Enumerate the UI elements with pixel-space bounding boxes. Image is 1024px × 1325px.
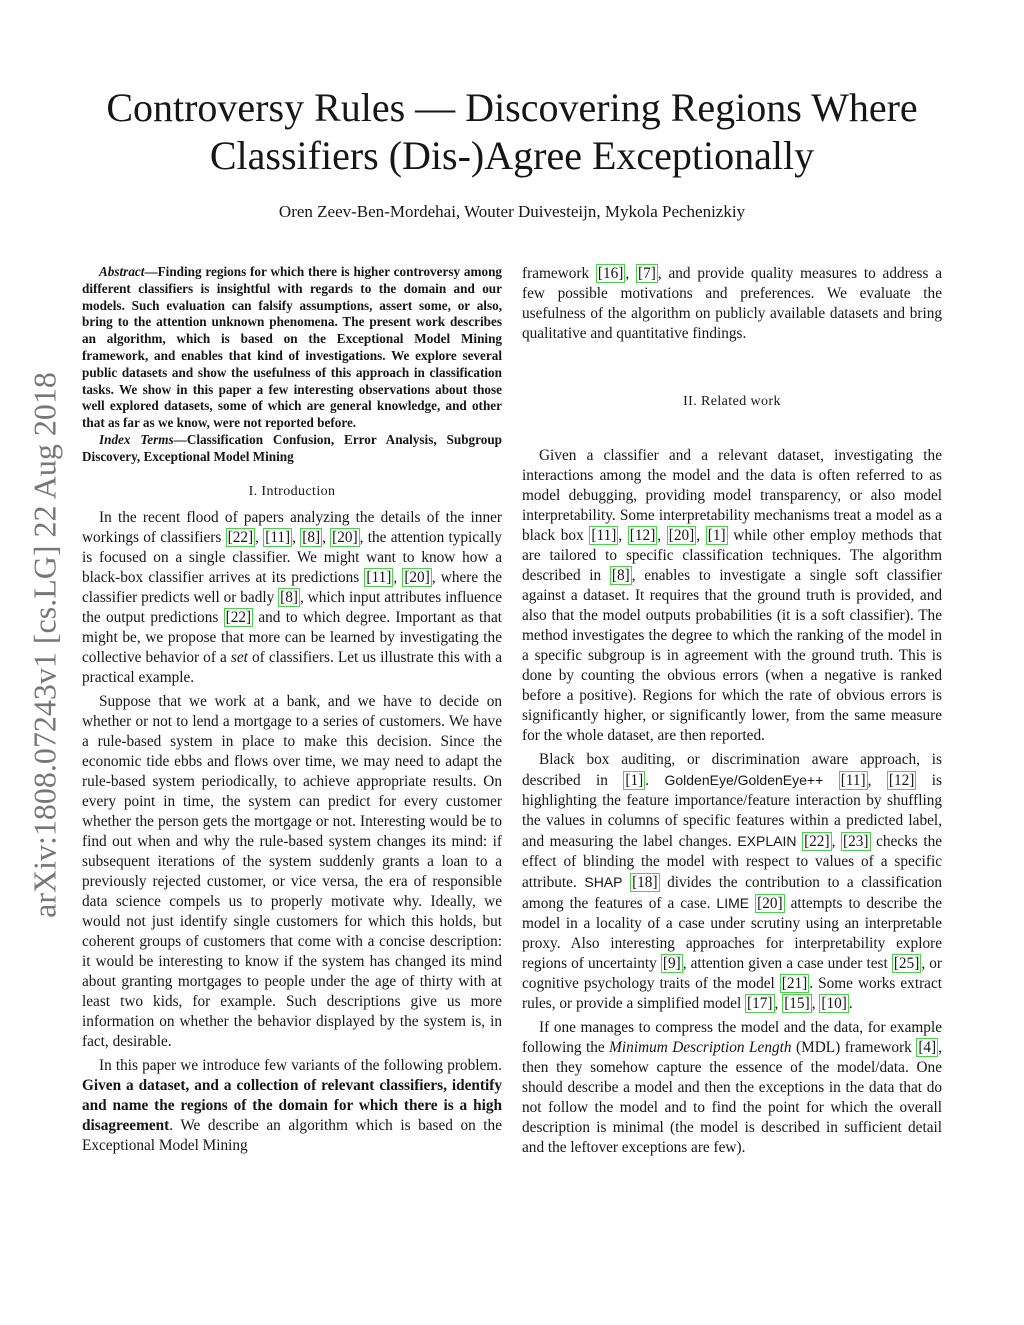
citation-link[interactable]: [9]: [662, 955, 681, 972]
citation-link[interactable]: [20]: [332, 528, 358, 546]
tool-name-goldeneye: GoldenEye/GoldenEye++: [664, 772, 824, 788]
intro-paragraph-3-continued: framework [16] , [7] , and provide quality measures to address a few possible motivations and preferences. We evaluate the usefulness of the algorithm on publicly available datasets and bring qualitative and quantitative findings.: [522, 265, 943, 342]
citation-link[interactable]: [20]: [668, 527, 695, 544]
citation-link[interactable]: [11]: [366, 568, 392, 586]
title-line-1: Controversy Rules — Discovering Regions Where: [106, 85, 918, 130]
intro-paragraph-2: Suppose that we work at a bank, and we have to decide on whether or not to lend a mortgage to a series of customers. We have a rule-based system in place to make this decision. Since the economic tide ebbs and flows over time, we may need to adapt the rule-based system periodically, to achieve appropriate results. On every point in time, the system can predict for every customer whether the person gets the mortgage or not. Interesting would be to find out when and why the rule-based system changes its mind: if subsequent iterations of the system suddenly grants a loan to a previously rejected customer, or vice versa, the era of responsible data science compels us to properly motivate why. Ideally, we would not just identify single customers for which this holds, but coherent groups of customers that come with a concise description: it would be interesting to know if the system has changed its mind about granting mortgages to people under the age of thirty with at least two kids, for example. Such descriptions give us more information on whether the behavior displayed by the system is, in fact, desirable.: [82, 692, 502, 1050]
citation-link[interactable]: [20]: [404, 568, 430, 586]
citation-link[interactable]: [11]: [840, 772, 866, 789]
right-column: [522, 264, 942, 1162]
citation-link[interactable]: [10]: [821, 995, 847, 1012]
citation-link[interactable]: [4]: [918, 1039, 937, 1056]
abstract: Abstract—Finding regions for which there is higher controversy among different classifiers is insightful with regards to the domain and our models. Such evaluation can falsify assumptions, assert some, or also, bring to the attention unknown phenomena. The present work describes an algorithm, which is based on the Exceptional Model Mining framework, and enables that kind of investigations. We explore several public datasets and show the usefulness of this approach in classification tasks. We show in this paper a few interesting observations about those well explored datasets, some of which are general knowledge, and other that as far as we know, were not reported before.: [82, 264, 502, 431]
abstract-text: Finding regions for which there is higher controversy among different classifiers is insightful with regards to the domain and our models. Such evaluation can falsify assumptions, assert some, or also, bring to the attention unknown phenomena. The present work describes an algorithm, which is based on the Exceptional Model Mining framework, and enables that kind of investigations. We explore several public datasets and show the usefulness of this approach in classification tasks. We show in this paper a few interesting observations about those well explored datasets, some of which are general knowledge, and other that as far as we know, were not reported before.: [82, 264, 502, 431]
citation-link[interactable]: [20]: [757, 895, 783, 912]
index-terms-label: Index Terms: [99, 431, 174, 447]
intro-paragraph-1: In the recent flood of papers analyzing the details of the inner workings of classifiers [22] , [11] , [8] , [20] , the attention typically is focused on a single classifier. We might want to know how a black-box classifier arrives at its predictions [11] , [20] , where the classifier predicts well or badly [8] , which input attributes influence the output predictions [22] and to which degree. Important as that might be, we propose that more can be learned by investigating the collective behavior of a set of classifiers. Let us illustrate this with a practical example.: [82, 508, 503, 686]
citation-link[interactable]: [15]: [784, 995, 810, 1012]
related-paragraph-2: Black box auditing, or discrimination aware approach, is described in [1] . GoldenEye/GoldenEye++ [11] , [12] is highlighting the feature importance/feature interaction by shuffling the values in columns of specific features within a predicted label, and measuring the label changes. EXPLAIN [22] , [23] checks the effect of blinding the model with respect to values of a specific attribute. SHAP [18] divides the contribution to a classification among the features of a case. LIME [20] attempts to describe the model in a locality of a case under scrutiny using an interpretable proxy. Also interesting approaches for interpretability explore regions of uncertainty [9] , attention given a case under test [25] , or cognitive psychology traits of the model [21] . Some works extract rules, or provide a simplified model [17] , [15] , [10] .: [522, 751, 943, 1012]
citation-link[interactable]: [8]: [302, 528, 321, 546]
arxiv-identifier: [20, 340, 70, 950]
section-heading-introduction: I. Introduction: [248, 483, 336, 499]
citation-link[interactable]: [8]: [280, 588, 298, 606]
citation-link[interactable]: [22]: [225, 608, 252, 626]
citation-link[interactable]: [12]: [888, 772, 915, 789]
intro-paragraph-3: In this paper we introduce few variants of the following problem. Given a dataset, and a collection of relevant classifiers, identify and name the regions of the domain for which there is a high disagreement. We describe an algorithm which is based on the Exceptional Model Mining: [82, 1056, 502, 1154]
citation-link[interactable]: [16]: [597, 265, 624, 282]
citation-link[interactable]: [8]: [611, 567, 630, 584]
citation-link[interactable]: [21]: [781, 975, 808, 992]
citation-link[interactable]: [17]: [747, 995, 773, 1012]
index-terms: Index Terms—Classification Confusion, Error Analysis, Subgroup Discovery, Exceptional Model Mining: [82, 431, 502, 464]
citation-link[interactable]: [25]: [893, 955, 920, 972]
citation-link[interactable]: [22]: [227, 528, 254, 546]
related-paragraph-1: Given a classifier and a relevant dataset, investigating the interactions among the model and the data is often referred to as model debugging, providing model transparency, or also model interpretability. Some interpretability mechanisms treat a model as a black box [11] , [12] , [20] , [1] while other employ methods that are tailored to specific classification techniques. The algorithm described in [8] , enables to investigate a single soft classifier against a dataset. It requires that the ground truth is provided, and also that the model outputs probabilities (it is a soft classifier). The method investigates the degree to which the ranking of the model in a specific subgroup is in agreement with the ground truth. This is done by counting the obvious errors (when a negative is ranked before a positive). Regions for which the rate of obvious errors is significantly higher, or significantly lower, from the same measure for the whole dataset, are then reported.: [522, 447, 942, 744]
tool-name-lime: LIME: [716, 895, 750, 911]
tool-name-explain: EXPLAIN: [737, 833, 797, 849]
citation-link[interactable]: [1]: [625, 772, 644, 789]
citation-link[interactable]: [18]: [632, 874, 658, 891]
citation-link[interactable]: [12]: [629, 527, 656, 544]
citation-link[interactable]: [11]: [265, 528, 291, 546]
abstract-label: Abstract: [99, 264, 145, 279]
related-paragraph-3: If one manages to compress the model and the data, for example following the Minimum Description Length (MDL) framework [4] , then they somehow capture the essence of the model/data. One should describe a model and then the exceptions in the data that do not follow the model and to find the point for which the overall description is minimal (the model is described in sufficient detail and the leftover exceptions are few).: [522, 1019, 942, 1156]
paper-title: [60, 84, 964, 180]
citation-link[interactable]: [11]: [591, 527, 617, 544]
tool-name-shap: SHAP: [584, 874, 623, 890]
left-column: [82, 264, 502, 1160]
citation-link[interactable]: [22]: [804, 833, 830, 850]
section-heading-related-work: II. Related work: [683, 394, 781, 409]
citation-link[interactable]: [1]: [707, 527, 726, 544]
title-line-2: Classifiers (Dis-)Agree Exceptionally: [209, 133, 815, 178]
authors: Oren Zeev-Ben-Mordehai, Wouter Duivesteijn, Mykola Pechenizkiy: [278, 202, 746, 221]
arxiv-id-text: arXiv:1808.07243v1 [cs.LG] 22 Aug 2018: [26, 372, 63, 918]
citation-link[interactable]: [7]: [638, 265, 656, 282]
citation-link[interactable]: [23]: [843, 833, 869, 850]
index-terms-text: Classification Confusion, Error Analysis, Subgroup Discovery, Exceptional Model Mining: [82, 431, 502, 464]
